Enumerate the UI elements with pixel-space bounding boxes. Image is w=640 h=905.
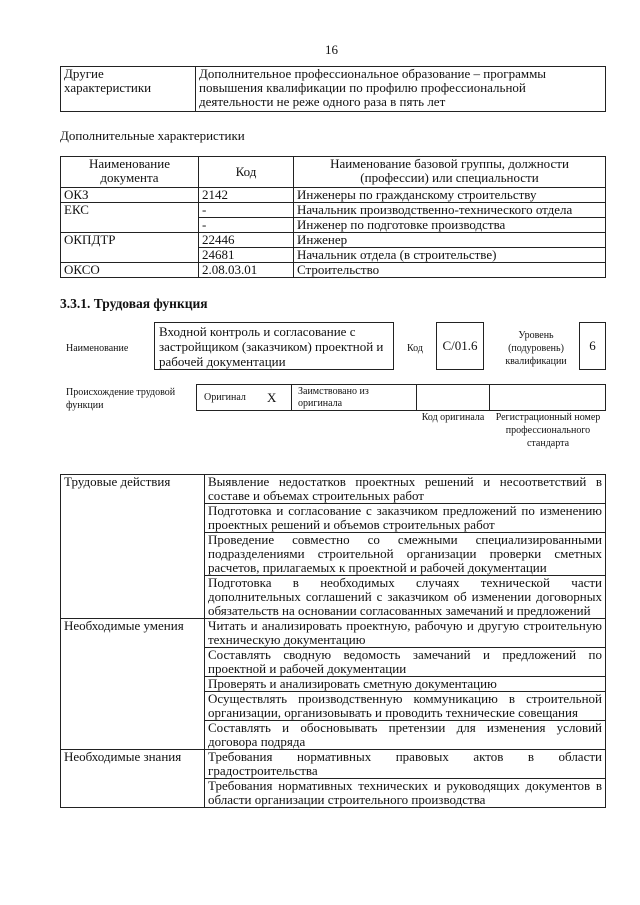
other-characteristics-label: Другие характеристики [61, 67, 196, 112]
row-code: - [199, 203, 294, 218]
reg-number-label: Регистрационный номер профессионального стандарта [495, 412, 601, 449]
actions-label: Трудовые действия [61, 475, 205, 619]
row-name: Инженеры по гражданскому строительству [294, 188, 606, 203]
code-label: Код [407, 343, 423, 354]
level-value: 6 [579, 322, 606, 370]
list-item: Составлять сводную ведомость замечаний и предложений по проектной и рабочей документации [205, 648, 606, 677]
header-group-name: Наименование базовой группы, должности (профессии) или специальности [294, 157, 606, 188]
code-original-cell [416, 384, 490, 411]
original-cell [196, 384, 292, 411]
original-mark: X [267, 390, 277, 405]
name-label: Наименование [66, 343, 129, 354]
borrowed-cell: Заимствовано из оригинала [291, 384, 417, 411]
table-row [61, 188, 606, 203]
reg-number-cell [489, 384, 606, 411]
details-table [60, 474, 606, 808]
extra-characteristics-title: Дополнительные характеристики [60, 128, 245, 143]
list-item: Проверять и анализировать сметную документацию [205, 677, 606, 692]
knowledge-label: Необходимые знания [61, 750, 205, 808]
origin-label: Происхождение трудовой функции [66, 387, 176, 411]
row-doc: ЕКС [61, 203, 199, 233]
list-item: Подготовка и согласование с заказчиком предложений по изменению проектных решений и объемов строительных работ [205, 504, 606, 533]
row-name: Начальник отдела (в строительстве) [294, 248, 606, 263]
row-code: - [199, 218, 294, 233]
table-row [61, 619, 606, 648]
page-number: 16 [325, 42, 338, 57]
other-characteristics-text: Дополнительное профессиональное образование – программы повышения квалификации по профилю профессиональной деятельности не реже одного раза в пять лет [196, 67, 606, 112]
function-heading: 3.3.1. Трудовая функция [60, 296, 208, 311]
function-code: С/01.6 [436, 322, 484, 370]
table-row [61, 750, 606, 779]
row-name: Инженер [294, 233, 606, 248]
list-item: Проведение совместно со смежными специализированными подразделениями строительной организации проверки сметных расчетов, прилагаемых к проектной и рабочей документации [205, 533, 606, 576]
table-row [61, 233, 606, 248]
row-code: 22446 [199, 233, 294, 248]
list-item: Читать и анализировать проектную, рабочую и другую строительную техническую документацию [205, 619, 606, 648]
table-row [61, 263, 606, 278]
header-document: Наименование документа [61, 157, 199, 188]
code-original-label: Код оригинала [421, 412, 485, 423]
row-name: Инженер по подготовке производства [294, 218, 606, 233]
original-label: Оригинал [204, 392, 246, 403]
list-item: Требования нормативных технических и руководящих документов в области организации строительного производства [205, 779, 606, 808]
list-item: Осуществлять производственную коммуникацию в строительной организации, организовывать и проводить технические совещания [205, 692, 606, 721]
row-doc: ОКСО [61, 263, 199, 278]
extra-characteristics-table [60, 156, 606, 278]
list-item: Подготовка в необходимых случаях технической части дополнительных соглашений с заказчиком об изменении договорных обязательств на основании согласованных замечаний и предложений [205, 576, 606, 619]
row-doc: ОКПДТР [61, 233, 199, 263]
row-name: Начальник производственно-технического отдела [294, 203, 606, 218]
skills-label: Необходимые умения [61, 619, 205, 750]
table-row [61, 475, 606, 504]
list-item: Выявление недостатков проектных решений и несоответствий в составе и объемах строительных работ [205, 475, 606, 504]
row-name: Строительство [294, 263, 606, 278]
row-code: 2142 [199, 188, 294, 203]
row-code: 24681 [199, 248, 294, 263]
row-code: 2.08.03.01 [199, 263, 294, 278]
function-name: Входной контроль и согласование с застройщиком (заказчиком) проектной и рабочей документации [154, 322, 394, 370]
row-doc: ОКЗ [61, 188, 199, 203]
header-code: Код [199, 157, 294, 188]
list-item: Составлять и обосновывать претензии для изменения условий договора подряда [205, 721, 606, 750]
level-label: Уровень (подуровень) квалификации [505, 330, 567, 367]
table-row [61, 203, 606, 218]
other-characteristics-table [60, 66, 606, 112]
list-item: Требования нормативных правовых актов в области градостроительства [205, 750, 606, 779]
